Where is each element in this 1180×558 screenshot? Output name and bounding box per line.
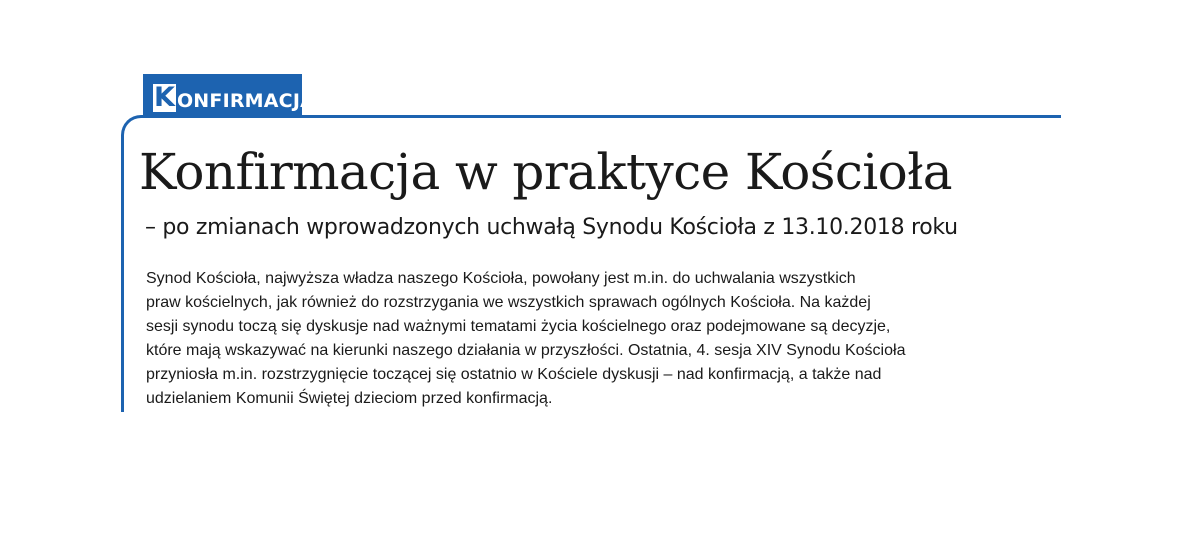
frame-end (115, 412, 135, 452)
article-subtitle: – po zmianach wprowadzonych uchwałą Synodu Kościoła z 13.10.2018 roku (145, 215, 958, 240)
body-line: które mają wskazywać na kierunki naszego działania w przyszłości. Ostatnia, 4. sesja XIV Synodu Kościoła (146, 341, 906, 359)
body-line: Synod Kościoła, najwyższa władza naszego Kościoła, powołany jest m.in. do uchwalania wszystkich (146, 270, 856, 287)
article-title: Konfirmacja w praktyce Kościoła (139, 143, 952, 201)
body-line: praw kościelnych, jak również do rozstrzygania we wszystkich sprawach ogólnych Kościoła. Na każdej (146, 293, 871, 311)
article-body (146, 267, 1036, 410)
body-line: przyniosła m.in. rozstrzygnięcie toczącej się ostatnio w Kościele dyskusji – nad konfirmacją, a także nad (146, 365, 882, 383)
section-tag-initial: K (154, 82, 175, 113)
body-line: udzielaniem Komunii Świętej dzieciom przed konfirmacją. (146, 389, 553, 407)
body-line: sesji synodu toczą się dyskusje nad ważnymi tematami życia kościelnego oraz podejmowane są decyzje, (146, 317, 891, 335)
section-tag-label: ONFIRMACJA (176, 90, 315, 112)
section-tag (143, 74, 315, 117)
